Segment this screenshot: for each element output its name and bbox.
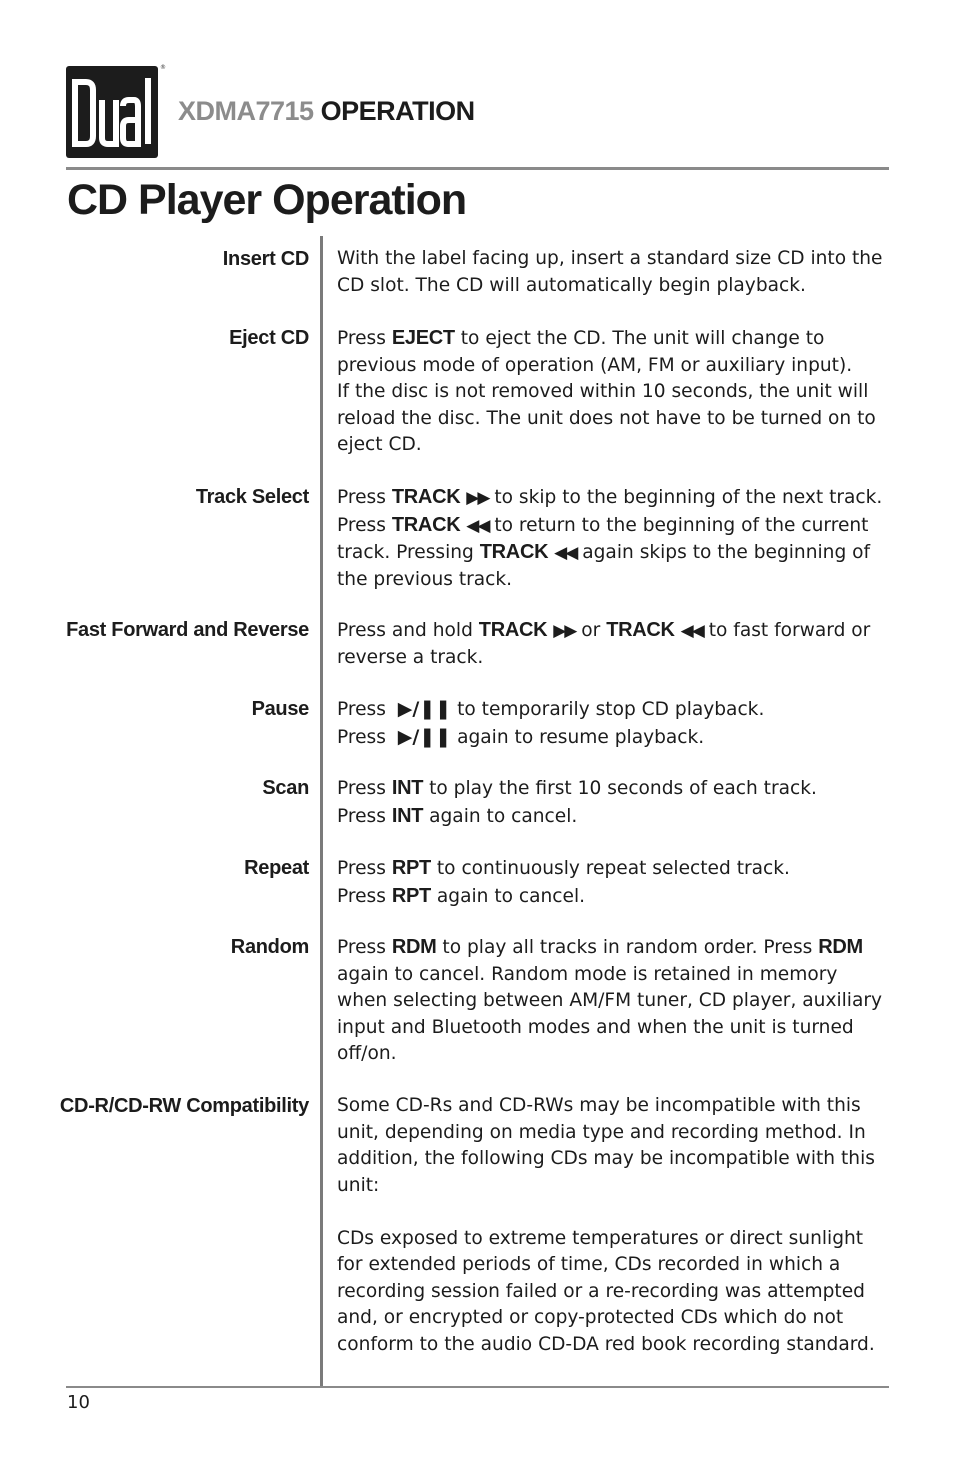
section-content xyxy=(337,325,887,459)
registered-icon: ® xyxy=(160,64,166,71)
column-divider xyxy=(320,236,323,1386)
paragraph: Some CD-Rs and CD-RWs may be incompatible with this unit, depending on media type and recording method. In addition, the following CDs may be incompatible with this unit: xyxy=(337,1095,875,1196)
page-number: 10 xyxy=(67,1392,90,1413)
spacer xyxy=(337,1199,887,1226)
keyword-int: INT xyxy=(391,804,424,827)
paragraph xyxy=(337,883,887,911)
keyword-rpt: RPT xyxy=(391,857,431,879)
section-content xyxy=(337,246,887,299)
paragraph xyxy=(337,696,887,724)
paragraph xyxy=(337,775,887,803)
paragraph: With the label facing up, insert a standard size CD into the CD slot. The CD will automatically begin playback. xyxy=(337,248,883,296)
keyword-int: INT xyxy=(391,777,424,799)
section-label: Scan xyxy=(262,777,309,799)
text: again skips to the beginning of the previous track. xyxy=(337,542,871,590)
text: to play the first 10 seconds of each track. xyxy=(423,778,817,799)
text: again to cancel. Random mode is retained in memory when selecting between AM/FM tuner, CD player, auxiliary input and Bluetooth modes and when the unit is turned xyxy=(337,963,882,1038)
section-content xyxy=(337,696,887,751)
header-title xyxy=(178,96,475,127)
section-label: Fast Forward and Reverse xyxy=(66,619,309,641)
text: Press xyxy=(337,805,392,827)
keyword-rpt: RPT xyxy=(391,884,431,907)
header-divider xyxy=(66,167,889,170)
paragraph xyxy=(337,855,887,883)
text: Press xyxy=(337,937,392,958)
section-content xyxy=(337,617,887,671)
play-pause-icon: ▶/❚❚ xyxy=(397,725,452,748)
section-label: Pause xyxy=(251,698,309,720)
text: Press and hold xyxy=(337,620,479,641)
section-label: Random xyxy=(230,936,309,958)
text: Press xyxy=(337,858,392,879)
text: Press xyxy=(337,726,386,748)
paragraph xyxy=(337,803,887,831)
paragraph xyxy=(337,724,887,752)
keyword-rdm: RDM xyxy=(818,936,863,958)
keyword-track: TRACK xyxy=(478,619,548,641)
section-content xyxy=(337,934,887,1068)
section-content xyxy=(337,855,887,910)
text: to continuously repeat selected track. xyxy=(430,858,790,879)
text: to fast forward or reverse a track. xyxy=(337,620,871,668)
keyword-track: TRACK xyxy=(391,513,461,536)
previous-track-icon: ◀◀ xyxy=(554,543,577,563)
previous-track-icon: ◀◀ xyxy=(466,515,489,536)
paragraph xyxy=(337,484,887,593)
dual-logo xyxy=(66,66,158,158)
section-content xyxy=(337,775,887,830)
text: to return to the beginning of the current track. Pressing xyxy=(337,514,869,563)
text: Press xyxy=(337,885,392,907)
paragraph xyxy=(337,934,887,1041)
play-pause-icon: ▶/❚❚ xyxy=(397,698,452,720)
text: to temporarily stop CD playback. xyxy=(451,699,765,720)
paragraph xyxy=(337,617,887,671)
keyword-track: TRACK xyxy=(391,486,461,508)
section-label: Track Select xyxy=(195,486,309,508)
text: Press xyxy=(337,328,392,349)
text: again to cancel. xyxy=(430,885,586,907)
dual-logo-icon xyxy=(66,66,158,158)
section-label: Eject CD xyxy=(229,327,309,349)
text: to eject the CD. The unit will change to previous mode of operation (AM, FM or auxiliary input). xyxy=(337,328,853,376)
text: Press xyxy=(337,778,392,799)
section-content xyxy=(337,1093,887,1358)
text: to skip to the beginning of the next track. Press xyxy=(337,487,883,536)
page-title: CD Player Operation xyxy=(67,176,467,224)
keyword-track: TRACK xyxy=(606,619,675,641)
paragraph: CDs exposed to extreme temperatures or direct sunlight for extended periods of time, CDs recorded in which a recording session failed or a re-recording was attempted and, or encrypted or copy-protected CDs which do not conform to the audio CD-DA red book recording standard. xyxy=(337,1227,875,1355)
paragraph: If the disc is not removed within 10 seconds, the unit will reload the disc. The unit does not have to be turned on to eject CD. xyxy=(337,381,876,455)
text: Press xyxy=(337,487,392,508)
text: or xyxy=(575,620,607,641)
paragraph: off/on. xyxy=(337,1043,397,1064)
next-track-icon: ▶▶ xyxy=(466,488,489,508)
text: again to cancel. xyxy=(423,805,578,827)
previous-track-icon: ◀◀ xyxy=(680,621,703,641)
section-label: Repeat xyxy=(244,857,309,879)
footer-divider xyxy=(66,1386,889,1388)
text: again to resume playback. xyxy=(451,726,705,748)
text: to play all tracks in random order. Press xyxy=(436,937,819,958)
header-operation: OPERATION xyxy=(320,96,475,126)
paragraph xyxy=(337,325,887,379)
section-content xyxy=(337,484,887,593)
keyword-rdm: RDM xyxy=(391,936,437,958)
next-track-icon: ▶▶ xyxy=(553,621,576,641)
keyword-track: TRACK xyxy=(479,541,549,563)
section-label: CD-R/CD-RW Compatibility xyxy=(59,1095,309,1117)
section-label: Insert CD xyxy=(222,248,309,270)
header-model: XDMA7715 xyxy=(178,96,314,126)
keyword-eject: EJECT xyxy=(391,327,455,349)
text: Press xyxy=(337,699,386,720)
